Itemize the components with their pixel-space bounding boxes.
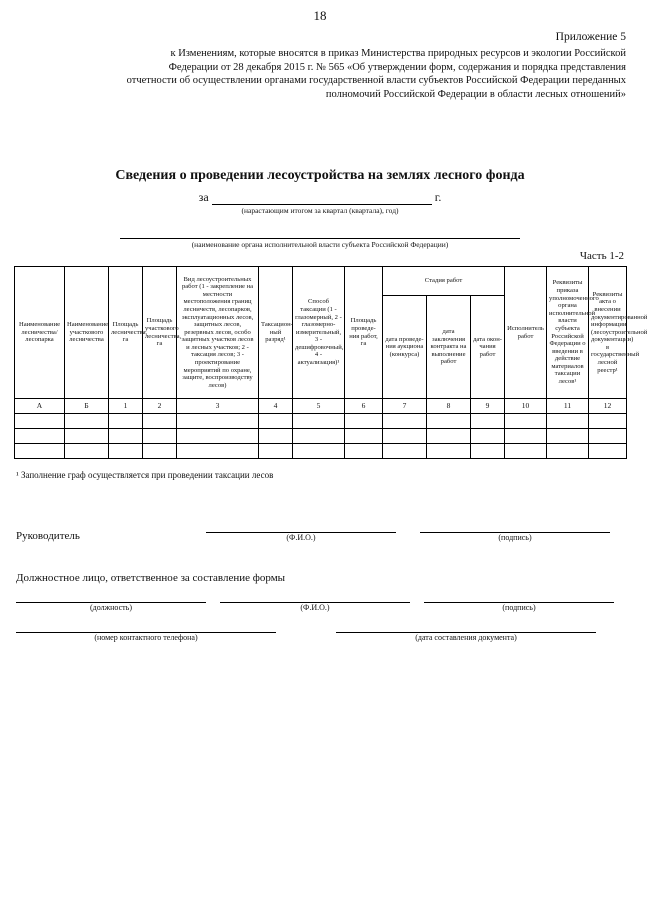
col-uch-header: Наименование участкового лесничества: [65, 267, 109, 399]
col-number: 12: [589, 399, 627, 414]
table-cell[interactable]: [259, 414, 293, 429]
col-sposob-header: Способ таксации (1 - глазомерный, 2 - глазомерно-измерительный, 3 - дешифровочный, 4 - актуализация)¹: [293, 267, 345, 399]
col-number: 6: [345, 399, 383, 414]
appendix-block: [126, 30, 626, 102]
col-number: 2: [143, 399, 177, 414]
head-sign-field[interactable]: [420, 520, 610, 533]
table-row: [15, 429, 627, 444]
organ-line: [120, 226, 520, 249]
table-cell[interactable]: [143, 444, 177, 459]
appendix-title: Приложение 5: [555, 31, 626, 43]
col-date-auc-header: дата проведе-ния аукциона (конкурса): [383, 296, 427, 399]
responsible-label: Должностное лицо, ответственное за составление формы: [16, 572, 286, 584]
table-cell[interactable]: [427, 414, 471, 429]
organ-hint: (наименование органа исполнительной власти субъекта Российской Федерации): [191, 240, 449, 249]
table-cell[interactable]: [177, 414, 259, 429]
col-number: Б: [65, 399, 109, 414]
table-cell[interactable]: [589, 414, 627, 429]
signature-responsible: [16, 572, 624, 642]
col-rekv2-header: Реквизиты акта о внесении документированной информации (лесоустроительной документации) в государственный лесной реестр¹: [589, 267, 627, 399]
table-cell[interactable]: [65, 414, 109, 429]
col-date-end-header: дата окон-чания работ: [471, 296, 505, 399]
table-cell[interactable]: [15, 414, 65, 429]
col-number: 4: [259, 399, 293, 414]
responsible-sign-hint: (подпись): [502, 603, 536, 612]
col-number: 1: [109, 399, 143, 414]
table-cell[interactable]: [109, 414, 143, 429]
date-field[interactable]: [336, 620, 596, 633]
table-cell[interactable]: [505, 429, 547, 444]
table-cell[interactable]: [109, 444, 143, 459]
col-number: 8: [427, 399, 471, 414]
date-hint: (дата составления документа): [415, 633, 517, 642]
signature-head: [16, 520, 624, 542]
table-cell[interactable]: [589, 444, 627, 459]
col-forestry-header: Наименование лесничества/ лесопарка: [15, 267, 65, 399]
table-cell[interactable]: [15, 429, 65, 444]
table-cell[interactable]: [471, 429, 505, 444]
table-cell[interactable]: [177, 429, 259, 444]
col-vid-header: Вид лесоустроительных работ (1 - закрепление на местности местоположения границ лесничеств, лесопарков, эксплуатационных лесов, защитных лесов, резервных лесов, особо защитных участков лесов и лесных участков; 2 - таксация лесов; 3 - проектирование мероприятий по охране, защите, воспроизводству лесов): [177, 267, 259, 399]
table-cell[interactable]: [505, 414, 547, 429]
col-area-prov-header: Площадь проведе-ния работ, га: [345, 267, 383, 399]
table-cell[interactable]: [505, 444, 547, 459]
table-cell[interactable]: [589, 429, 627, 444]
table-cell[interactable]: [259, 444, 293, 459]
col-stadii-header: Стадия работ: [383, 267, 505, 296]
period-hint: (нарастающим итогом за квартал (квартала), год): [241, 206, 399, 215]
table-row: [15, 414, 627, 429]
col-number: 3: [177, 399, 259, 414]
table-cell[interactable]: [259, 429, 293, 444]
col-number: 9: [471, 399, 505, 414]
table-cell[interactable]: [65, 444, 109, 459]
table-row: [15, 444, 627, 459]
col-number: 10: [505, 399, 547, 414]
table-cell[interactable]: [383, 414, 427, 429]
responsible-fio-field[interactable]: [220, 590, 410, 603]
period-line: [0, 190, 640, 215]
appendix-text: к Изменениям, которые вносятся в приказ Министерства природных ресурсов и экологии Российской Федерации от 28 декабря 2015 г. № 565 «Об утверждении форм, содержания и порядка представления отчетности об осуществлении органами государственной власти субъектов Российской Федерации переданных полномочий Российской Федерации в области лесных отношений»: [126, 47, 626, 100]
table-cell[interactable]: [177, 444, 259, 459]
part-label: Часть 1-2: [579, 250, 624, 262]
head-sign-hint: (подпись): [498, 533, 532, 542]
col-number: 7: [383, 399, 427, 414]
col-isp-header: Исполнитель работ: [505, 267, 547, 399]
page-number: 18: [313, 8, 327, 23]
column-number-row: [15, 399, 627, 414]
head-fio-field[interactable]: [206, 520, 396, 533]
table-cell[interactable]: [293, 444, 345, 459]
position-hint: (должность): [90, 603, 132, 612]
table-cell[interactable]: [345, 429, 383, 444]
table-cell[interactable]: [427, 429, 471, 444]
organ-field[interactable]: [120, 226, 520, 239]
table-cell[interactable]: [345, 444, 383, 459]
table-cell[interactable]: [345, 414, 383, 429]
phone-hint: (номер контактного телефона): [94, 633, 198, 642]
table-cell[interactable]: [143, 429, 177, 444]
period-prefix: за: [198, 190, 209, 204]
table-cell[interactable]: [547, 444, 589, 459]
table-cell[interactable]: [471, 444, 505, 459]
table-cell[interactable]: [143, 414, 177, 429]
period-field[interactable]: [212, 192, 432, 205]
table-cell[interactable]: [65, 429, 109, 444]
table-cell[interactable]: [293, 429, 345, 444]
table-cell[interactable]: [383, 429, 427, 444]
head-fio-hint: (Ф.И.О.): [286, 533, 316, 542]
position-field[interactable]: [16, 590, 206, 603]
table-cell[interactable]: [547, 414, 589, 429]
col-number: А: [15, 399, 65, 414]
responsible-sign-field[interactable]: [424, 590, 614, 603]
head-label: Руководитель: [16, 530, 80, 542]
col-area-les-header: Площадь лесничества, га: [109, 267, 143, 399]
table-cell[interactable]: [547, 429, 589, 444]
col-razryad-header: Таксацион-ный разряд¹: [259, 267, 293, 399]
forest-table: [14, 266, 647, 459]
table-cell[interactable]: [427, 444, 471, 459]
table-cell[interactable]: [293, 414, 345, 429]
col-rekv1-header: Реквизиты приказа уполномоченного органа исполнительной власти субъекта Российской Федерации о введении в действие материалов таксации лесов¹: [547, 267, 589, 399]
responsible-fio-hint: (Ф.И.О.): [300, 603, 330, 612]
col-number: 11: [547, 399, 589, 414]
table-cell[interactable]: [109, 429, 143, 444]
phone-field[interactable]: [16, 620, 276, 633]
col-date-contract-header: дата заключения контракта на выполнение работ: [427, 296, 471, 399]
form-title: Сведения о проведении лесоустройства на землях лесного фонда: [115, 168, 525, 183]
table-cell[interactable]: [471, 414, 505, 429]
col-area-uch-header: Площадь участкового лесничества, га: [143, 267, 177, 399]
col-number: 5: [293, 399, 345, 414]
table-cell[interactable]: [15, 444, 65, 459]
table-cell[interactable]: [383, 444, 427, 459]
footnote: ¹ Заполнение граф осуществляется при проведении таксации лесов: [16, 470, 274, 480]
period-suffix: г.: [434, 190, 442, 204]
